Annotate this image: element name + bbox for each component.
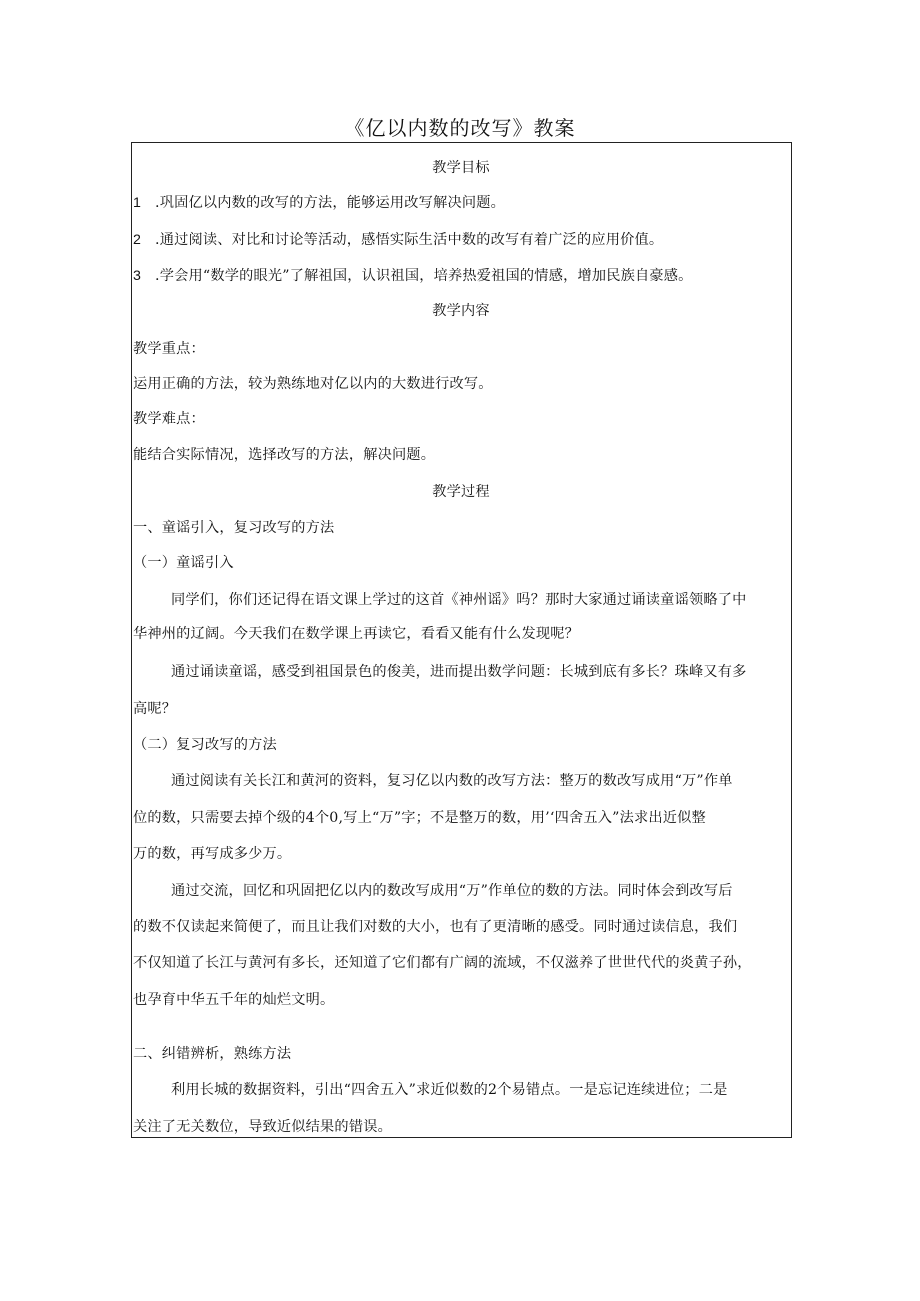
objective-number: 3 [133, 268, 142, 284]
paragraph-line: 万的数，再写成多少万。 [133, 846, 292, 862]
part2-heading: 二、纠错辨析，熟练方法 [133, 1046, 292, 1062]
objective-item-1 [133, 192, 789, 214]
section-heading-content: 教学内容 [432, 303, 490, 319]
key-point-label: 教学重点： [133, 341, 205, 357]
paragraph-line: 的数不仅读起来简便了，而且让我们对数的大小，也有了更清晰的感受。同时通过读信息，我们 [133, 919, 738, 935]
section-heading-objectives: 教学目标 [432, 160, 490, 176]
paragraph-line: 高呢？ [133, 701, 177, 717]
key-point-text: 运用正确的方法，较为熟练地对亿以内的大数进行改写。 [133, 376, 493, 392]
section-heading-process: 教学过程 [432, 484, 490, 500]
paragraph-line: 也孕育中华五千年的灿烂文明。 [133, 992, 335, 1008]
objective-text: .巩固亿以内数的改写的方法，能够运用改写解决问题。 [155, 195, 506, 211]
paragraph-line: 位的数，只需要去掉个级的4个0,写上“万”字；不是整万的数，用’‘四舍五入”法求出近似整 [133, 810, 706, 826]
paragraph-line: 关注了无关数位，导致近似结果的错误。 [133, 1119, 392, 1135]
paragraph-line: 同学们，你们还记得在语文课上学过的这首《神州谣》吗？那时大家通过诵读童谣领略了中 [171, 592, 747, 608]
paragraph-line: 通过阅读有关长江和黄河的资料，复习亿以内数的改写方法：整万的数改写成用“万”作单 [171, 773, 733, 789]
objective-item-2 [133, 229, 789, 251]
objective-number: 1 [133, 195, 142, 211]
objective-text: .学会用“数学的眼光”了解祖国，认识祖国，培养热爱祖国的情感，增加民族自豪感。 [155, 268, 693, 284]
sub2-heading: （二）复习改写的方法 [133, 737, 277, 753]
paragraph-line: 华神州的辽阔。今天我们在数学课上再读它，看看又能有什么发现呢？ [133, 626, 580, 642]
objective-text: .通过阅读、对比和讨论等活动，感悟实际生活中数的改写有着广泛的应用价值。 [155, 232, 664, 248]
objective-number: 2 [133, 232, 142, 248]
paragraph-line: 通过诵读童谣，感受到祖国景色的俊美，进而提出数学问题：长城到底有多长？珠峰又有多 [171, 664, 747, 680]
sub1-heading: （一）童谣引入 [133, 555, 234, 571]
paragraph-line: 利用长城的数据资料，引出“四舍五入”求近似数的2个易错点。一是忘记连续进位；二是 [171, 1082, 728, 1098]
page-title: 《亿以内数的改写》教案 [344, 116, 576, 140]
paragraph-line: 通过交流，回忆和巩固把亿以内的数改写成用“万”作单位的数的方法。同时体会到改写后 [171, 883, 733, 899]
paragraph-line: 不仅知道了长江与黄河有多长，还知道了它们都有广阔的流域，不仅滋养了世世代代的炎黄子孙， [133, 955, 752, 971]
part1-heading: 一、童谣引入，复习改写的方法 [133, 520, 335, 536]
difficulty-label: 教学难点： [133, 411, 205, 427]
objective-item-3 [133, 265, 789, 287]
difficulty-text: 能结合实际情况，选择改写的方法，解决问题。 [133, 447, 436, 463]
